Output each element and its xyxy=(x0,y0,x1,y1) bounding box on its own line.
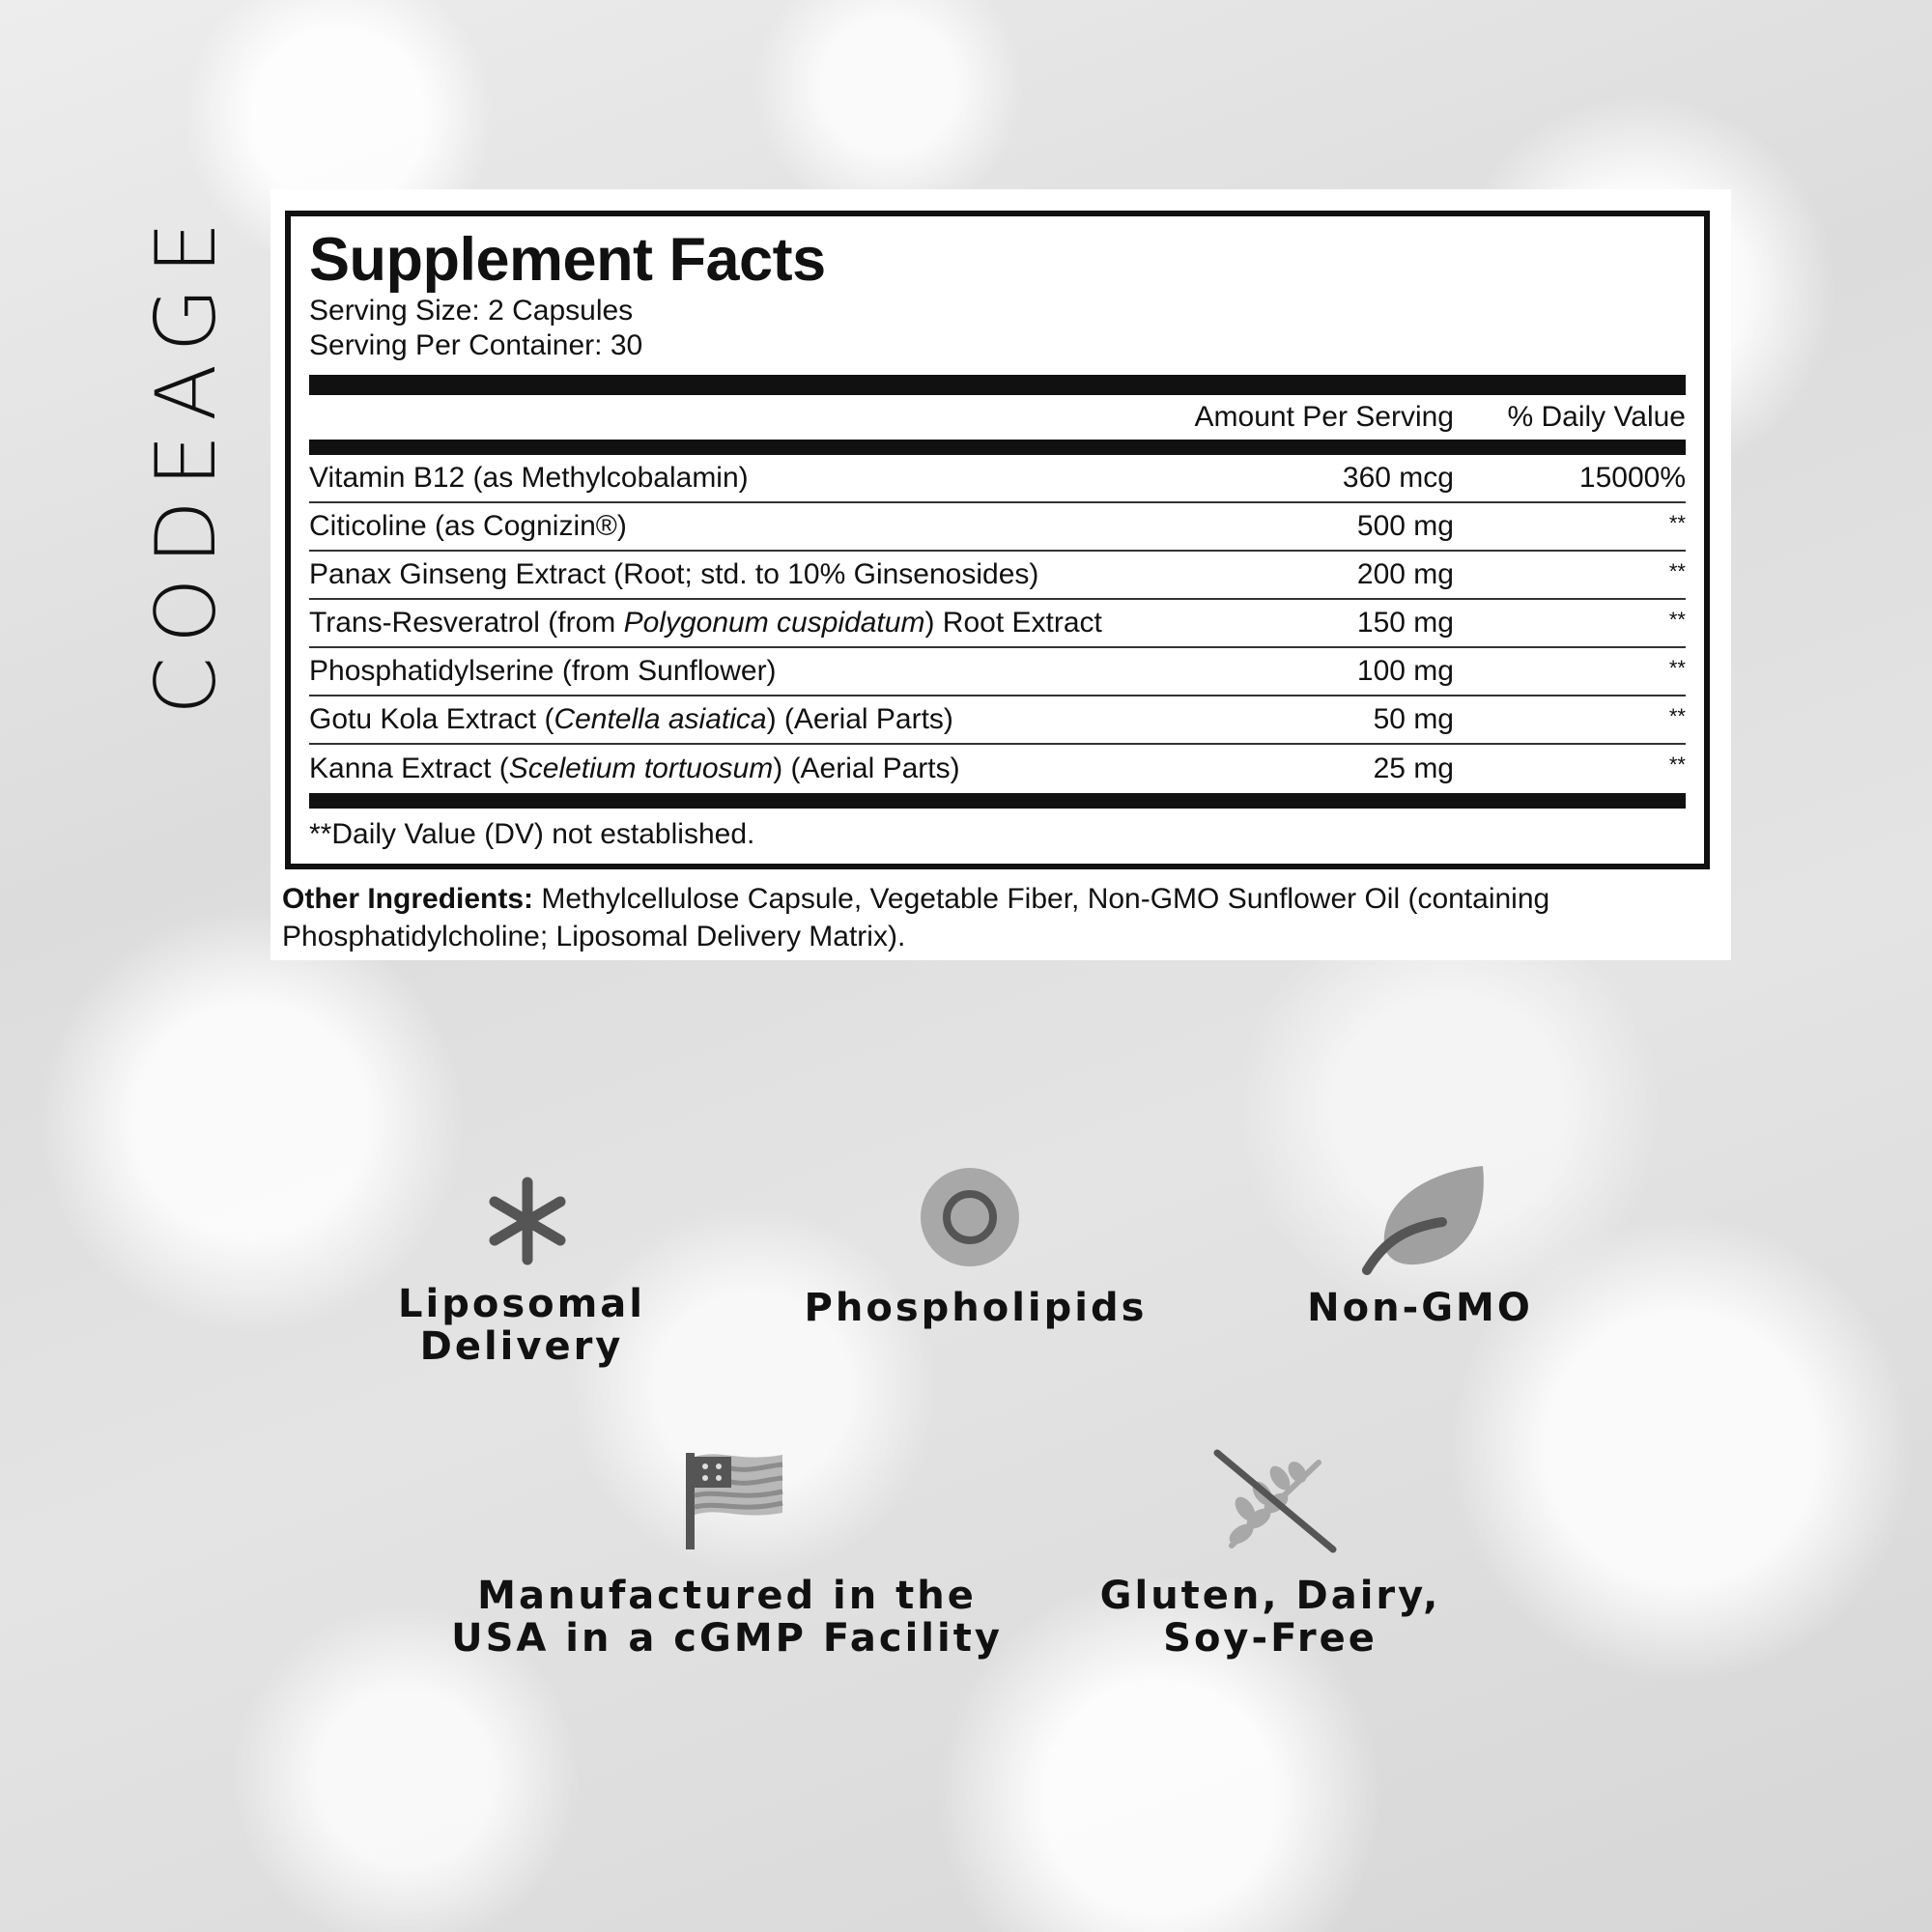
supplement-facts-box xyxy=(285,211,1710,869)
feature-allergen-free xyxy=(1072,1575,1468,1660)
ingredient-dv: ** xyxy=(1668,559,1686,583)
feature-label-line2: Soy-Free xyxy=(1163,1616,1378,1661)
feature-label-line1: Manufactured in the xyxy=(477,1574,977,1618)
ingredient-amount: 25 mg xyxy=(1373,753,1454,784)
ingredient-amount: 100 mg xyxy=(1356,655,1454,687)
ingredient-dv: ** xyxy=(1668,704,1686,728)
feature-manufactured-usa xyxy=(435,1575,1019,1660)
serving-size: Serving Size: 2 Capsules xyxy=(309,295,634,327)
table-row xyxy=(309,600,1686,648)
brand-logo: CODEAGE xyxy=(138,208,235,715)
feature-label-line1: Liposomal xyxy=(398,1282,645,1326)
table-header xyxy=(309,395,1686,440)
ingredient-name: Panax Ginseng Extract (Root; std. to 10% Ginsenosides) xyxy=(309,558,1039,590)
table-row xyxy=(309,696,1686,745)
ingredient-dv: ** xyxy=(1668,511,1686,535)
feature-label-line2: Delivery xyxy=(419,1324,624,1369)
feature-non-gmo xyxy=(1256,1287,1584,1329)
col-amount-header: Amount Per Serving xyxy=(1194,401,1454,433)
ingredient-name: Vitamin B12 (as Methylcobalamin) xyxy=(309,462,749,494)
ingredient-amount: 360 mcg xyxy=(1342,462,1454,494)
divider-bottom xyxy=(309,793,1686,809)
table-row xyxy=(309,648,1686,696)
usa-flag-icon xyxy=(682,1449,784,1551)
ingredient-name: Gotu Kola Extract (Centella asiatica) (Aerial Parts) xyxy=(309,703,953,735)
supplement-label xyxy=(270,189,1731,960)
ingredient-name: Kanna Extract (Sceletium tortuosum) (Aerial Parts) xyxy=(309,753,960,784)
ingredient-name: Trans-Resveratrol (from Polygonum cuspidatum) Root Extract xyxy=(309,607,1102,639)
ingredient-amount: 50 mg xyxy=(1373,703,1454,735)
other-ingredients-label: Other Ingredients: xyxy=(282,883,534,915)
ingredient-dv: 15000% xyxy=(1578,462,1686,494)
ingredient-name: Citicoline (as Cognizin®) xyxy=(309,510,627,542)
no-wheat-icon xyxy=(1212,1449,1338,1555)
ingredient-amount: 500 mg xyxy=(1356,510,1454,542)
other-ingredients xyxy=(282,880,1721,955)
ingredient-amount: 150 mg xyxy=(1356,607,1454,639)
circle-icon xyxy=(920,1167,1020,1267)
ingredient-dv: ** xyxy=(1668,753,1686,777)
feature-liposomal-delivery xyxy=(367,1283,676,1368)
asterisk-icon xyxy=(483,1177,572,1265)
divider-thick xyxy=(309,375,1686,395)
table-row xyxy=(309,455,1686,503)
ingredient-name: Phosphatidylserine (from Sunflower) xyxy=(309,655,777,687)
feature-label-line1: Non-GMO xyxy=(1307,1286,1533,1330)
col-dv-header: % Daily Value xyxy=(1507,401,1686,433)
feature-label-line1: Gluten, Dairy, xyxy=(1099,1574,1441,1618)
leaf-icon xyxy=(1357,1164,1488,1280)
ingredient-amount: 200 mg xyxy=(1356,558,1454,590)
ingredient-dv: ** xyxy=(1668,656,1686,680)
facts-title: Supplement Facts xyxy=(309,226,826,294)
table-row xyxy=(309,745,1686,793)
ingredient-dv: ** xyxy=(1668,608,1686,632)
feature-label-line2: USA in a cGMP Facility xyxy=(451,1616,1003,1661)
divider-medium xyxy=(309,440,1686,455)
feature-label-line1: Phospholipids xyxy=(804,1286,1148,1330)
table-row xyxy=(309,503,1686,552)
dv-footnote: **Daily Value (DV) not established. xyxy=(309,818,755,850)
servings-per-container: Serving Per Container: 30 xyxy=(309,329,643,361)
table-row xyxy=(309,552,1686,600)
feature-phospholipids xyxy=(802,1287,1150,1329)
other-ingredients-text: Methylcellulose Capsule, Vegetable Fiber, Non-GMO Sunflower Oil (containing Phosphatidylcholine; Liposomal Delivery Matrix). xyxy=(282,883,1550,952)
